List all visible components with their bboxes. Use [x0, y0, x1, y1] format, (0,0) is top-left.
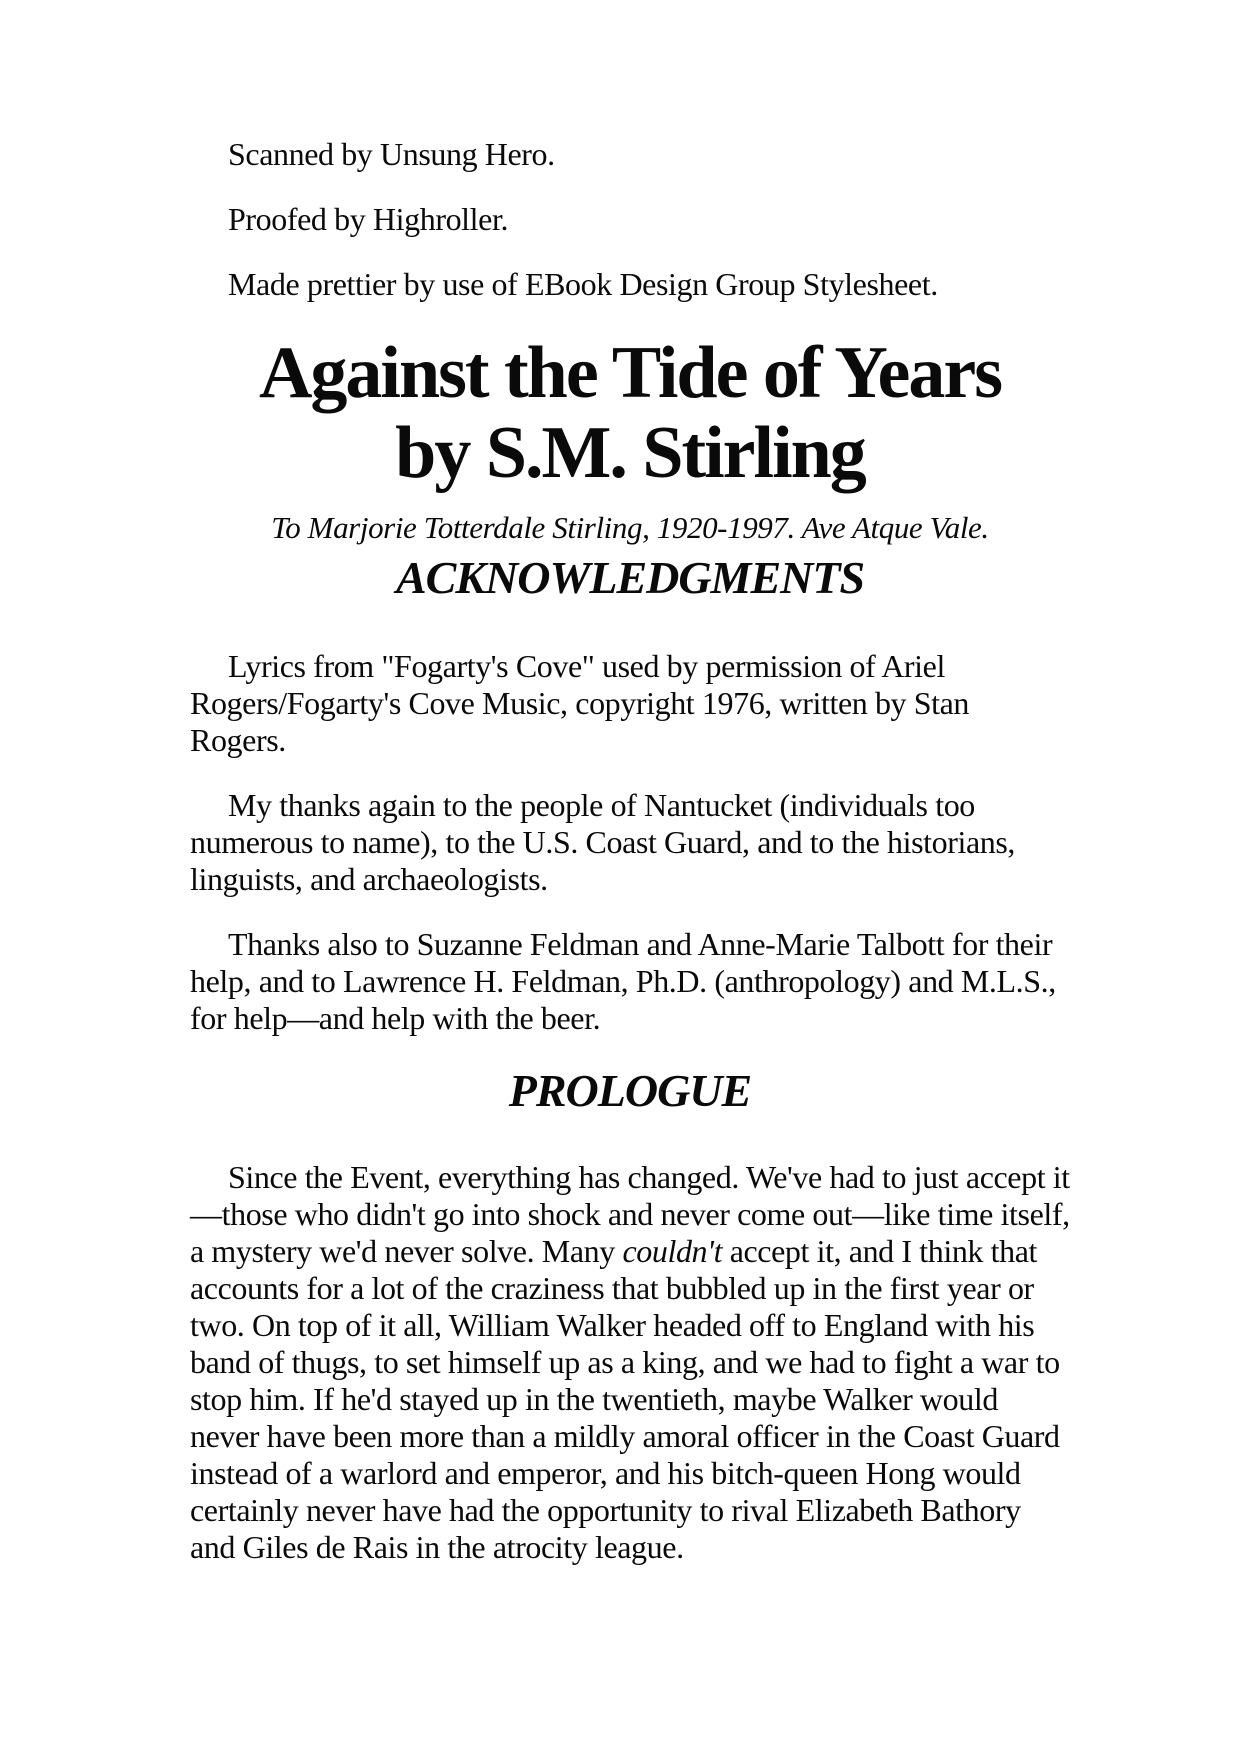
prologue-heading: PROLOGUE	[508, 1065, 752, 1116]
credit-line-stylesheet: Made prettier by use of EBook Design Group Stylesheet.	[228, 266, 938, 302]
acknowledgments-paragraph-thanks-nantucket: My thanks again to the people of Nantucket (individuals too numerous to name), to the U.S. Coast Guard, and to the historians, linguists, and archaeologists.	[190, 787, 1016, 897]
book-title-line-2: by S.M. Stirling	[395, 412, 865, 494]
acknowledgments-paragraph-thanks-feldman: Thanks also to Suzanne Feldman and Anne-Marie Talbott for their help, and to Lawrence H. Feldman, Ph.D. (anthropology) and M.L.S., for help—and help with the beer.	[190, 926, 1056, 1036]
prologue-text-before: Since the Event, everything has changed. We've had to just accept it—those who didn't go into shock and never come out—like time itself, a mystery we'd never solve. Many	[190, 1159, 1070, 1269]
book-title-line-1: Against the Tide of Years	[258, 332, 1002, 414]
acknowledgments-heading: ACKNOWLEDGMENTS	[395, 552, 865, 603]
book-title	[190, 333, 1070, 493]
dedication-text: To Marjorie Totterdale Stirling, 1920-1997. Ave Atque Vale.	[271, 510, 989, 545]
credit-line-scanned: Scanned by Unsung Hero.	[228, 136, 555, 172]
credit-line-proofed: Proofed by Highroller.	[228, 201, 509, 237]
prologue-italic-emphasis: couldn't	[622, 1233, 723, 1269]
prologue-text-after: accept it, and I think that accounts for a lot of the craziness that bubbled up in the first year or two. On top of it all, William Walker headed off to England with his band of thugs, to set himself up as a king, and we had to fight a war to stop him. If he'd stayed up in the twentieth, maybe Walker would never have been more than a mildly amoral officer in the Coast Guard instead of a warlord and emperor, and his bitch-queen Hong would certainly never have had the opportunity to rival Elizabeth Bathory and Giles de Rais in the atrocity league.	[190, 1233, 1060, 1565]
prologue-paragraph	[190, 1159, 1070, 1566]
acknowledgments-paragraph-lyrics: Lyrics from "Fogarty's Cove" used by permission of Ariel Rogers/Fogarty's Cove Music, copyright 1976, written by Stan Rogers.	[190, 648, 970, 758]
